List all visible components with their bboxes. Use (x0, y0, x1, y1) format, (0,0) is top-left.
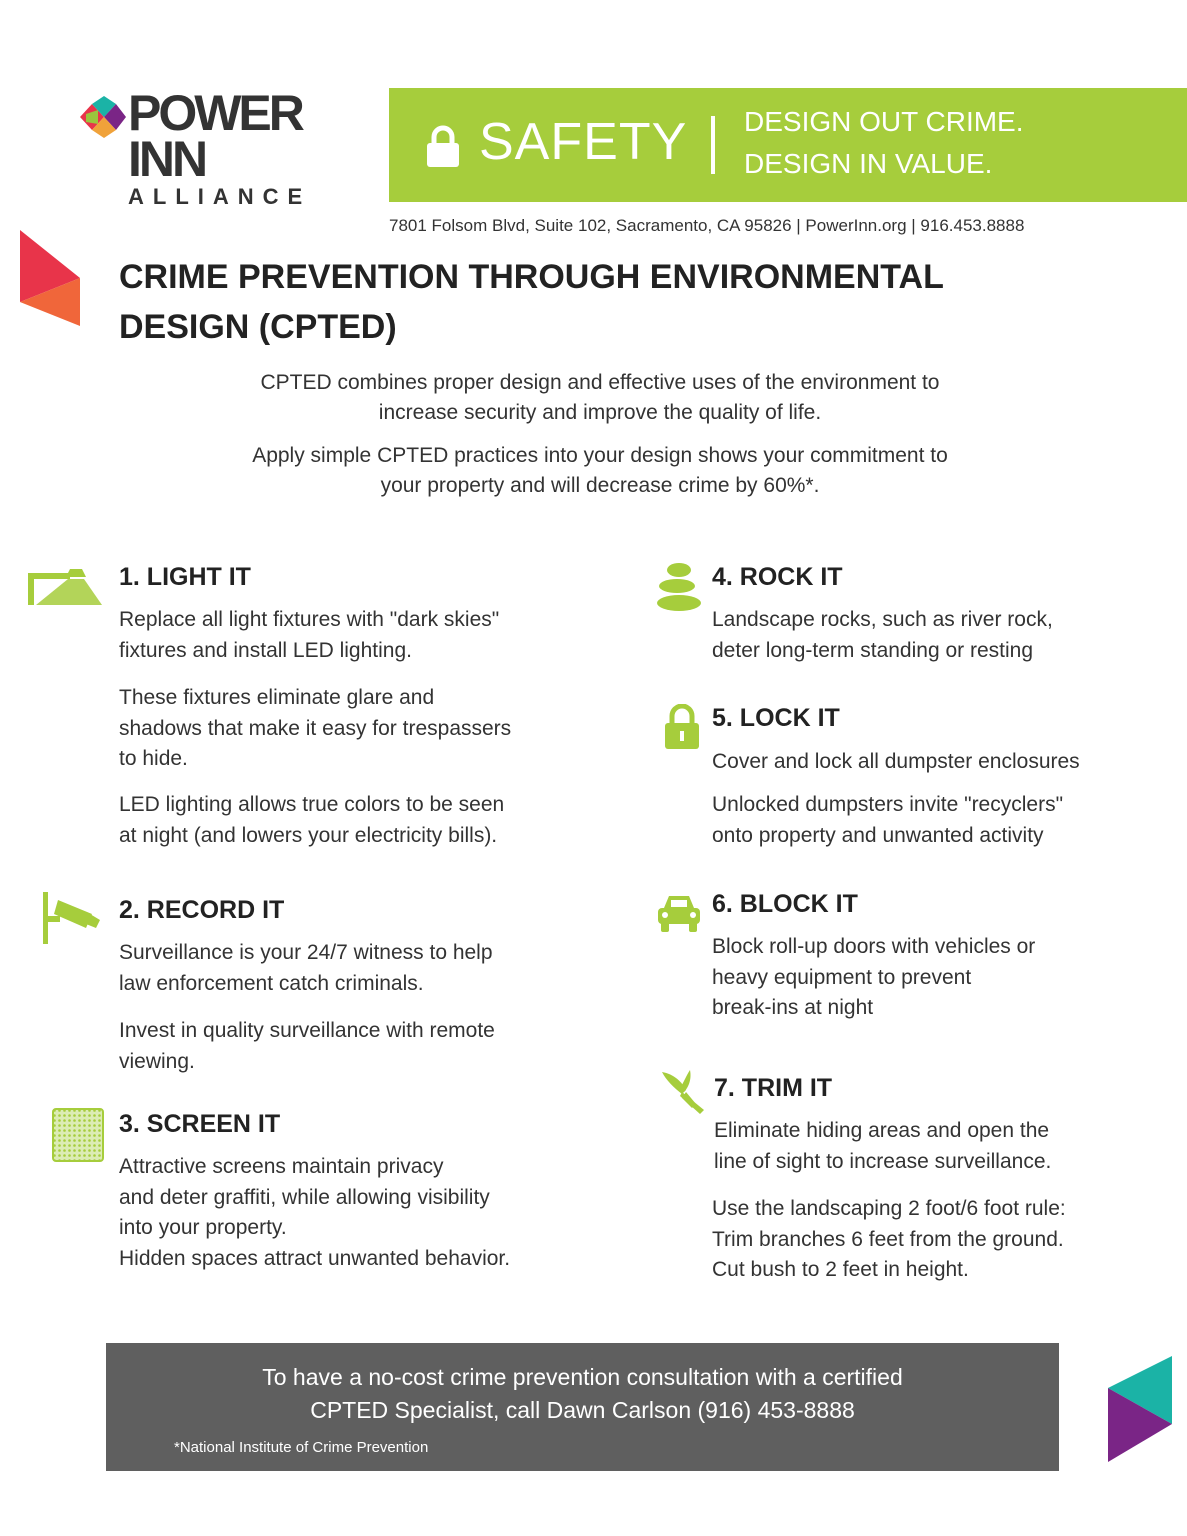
trim-paragraph-2 (712, 1194, 1066, 1286)
consultation-footer (106, 1343, 1059, 1471)
intro-p1-line1: CPTED combines proper design and effective uses of the environment to (260, 371, 940, 394)
rock-p1-line1: Landscape rocks, such as river rock, (712, 608, 1053, 631)
stacked-rocks-icon (656, 562, 702, 612)
cta-line-2: CPTED Specialist, call Dawn Carlson (916) 453-8888 (310, 1397, 855, 1423)
trim-p2-line2: Trim branches 6 feet from the ground. (712, 1227, 1064, 1251)
decorative-triangle-icon (1108, 1356, 1174, 1462)
light-p1-line1: Replace all light fixtures with "dark skies" (119, 608, 500, 631)
banner-tagline-1: DESIGN OUT CRIME. (744, 106, 1024, 137)
light-paragraph-3 (119, 790, 504, 851)
title-line-2: DESIGN (CPTED) (119, 308, 397, 346)
light-p1-line2: fixtures and install LED lighting. (119, 638, 412, 662)
trim-p2-line3: Cut bush to 2 feet in height. (712, 1258, 969, 1281)
banner-tagline-2: DESIGN IN VALUE. (744, 148, 993, 179)
light-paragraph-2 (119, 683, 511, 775)
screen-p1-line3: into your property. (119, 1216, 287, 1239)
logo-mark-icon (80, 96, 126, 138)
screen-paragraph-1 (119, 1152, 510, 1274)
logo-alliance-text: ALLIANCE (128, 184, 312, 209)
trim-p1-line1: Eliminate hiding areas and open the (714, 1119, 1050, 1142)
light-p2-line3: to hide. (119, 747, 188, 770)
cta-line-1: To have a no-cost crime prevention consultation with a certified (262, 1364, 903, 1390)
section-title-record-it: 2. RECORD IT (119, 896, 285, 924)
street-light-icon (26, 567, 102, 607)
footnote-source: *National Institute of Crime Prevention (174, 1439, 429, 1456)
lock-paragraph-2 (712, 790, 1063, 851)
record-p2-line1: Invest in quality surveillance with remote (119, 1019, 495, 1042)
screen-p1-line1: Attractive screens maintain privacy (119, 1155, 444, 1178)
record-p2-line2: viewing. (119, 1049, 195, 1073)
light-paragraph-1 (119, 605, 499, 666)
banner-safety-text: SAFETY (479, 113, 688, 171)
power-inn-alliance-logo (80, 85, 320, 212)
padlock-icon (663, 704, 701, 750)
record-p1-line1: Surveillance is your 24/7 witness to help (119, 941, 493, 964)
page-title (119, 252, 1119, 352)
consultation-cta (106, 1361, 1059, 1427)
light-p2-line1: These fixtures eliminate glare and (119, 686, 435, 709)
lock-paragraph-1 (712, 747, 1080, 778)
trim-paragraph-1 (714, 1116, 1051, 1177)
title-line-1: CRIME PREVENTION THROUGH ENVIRONMENTAL (119, 258, 944, 296)
intro-p2-line2: your property and will decrease crime by 60%*. (380, 474, 820, 497)
screen-p1-line2: and deter graffiti, while allowing visibility (119, 1185, 490, 1209)
block-p1-line2: heavy equipment to prevent (712, 965, 972, 989)
logo-power-text: POWER (128, 85, 302, 141)
section-title-light-it: 1. LIGHT IT (119, 563, 251, 591)
banner-divider (711, 116, 715, 174)
pruning-shears-icon (660, 1068, 708, 1114)
rock-paragraph-1 (712, 605, 1053, 666)
section-title-rock-it: 4. ROCK IT (712, 563, 843, 591)
intro-p2-line1: Apply simple CPTED practices into your design shows your commitment to (252, 444, 948, 467)
light-p3-line1: LED lighting allows true colors to be seen (119, 793, 505, 816)
light-p3-line2: at night (and lowers your electricity bills). (119, 823, 498, 847)
decorative-triangle-icon (20, 230, 80, 326)
record-p1-line2: law enforcement catch criminals. (119, 971, 424, 995)
logo-inn-text: INN (128, 131, 206, 187)
block-p1-line3: break-ins at night (712, 996, 874, 1019)
lock-p2-line2: onto property and unwanted activity (712, 823, 1044, 847)
section-title-trim-it: 7. TRIM IT (714, 1074, 833, 1102)
section-title-screen-it: 3. SCREEN IT (119, 1110, 281, 1138)
block-paragraph-1 (712, 932, 1035, 1024)
trim-p2-line1: Use the landscaping 2 foot/6 foot rule: (712, 1197, 1066, 1220)
screen-p1-line4: Hidden spaces attract unwanted behavior. (119, 1246, 511, 1270)
record-paragraph-1 (119, 938, 493, 999)
lock-p1-line1: Cover and lock all dumpster enclosures (712, 750, 1080, 773)
record-paragraph-2 (119, 1016, 495, 1077)
trim-p1-line2: line of sight to increase surveillance. (714, 1149, 1052, 1173)
car-icon (656, 892, 702, 934)
lock-p2-line1: Unlocked dumpsters invite "recyclers" (712, 793, 1064, 816)
block-p1-line1: Block roll-up doors with vehicles or (712, 935, 1036, 958)
security-camera-icon (42, 890, 100, 946)
section-title-block-it: 6. BLOCK IT (712, 890, 858, 918)
section-title-lock-it: 5. LOCK IT (712, 704, 840, 732)
intro-p1-line2: increase security and improve the quality of life. (378, 401, 822, 424)
contact-address: 7801 Folsom Blvd, Suite 102, Sacramento, CA 95826 | PowerInn.org | 916.453.8888 (389, 216, 1025, 235)
intro-paragraph-1 (100, 368, 1100, 428)
lock-icon (425, 124, 461, 168)
intro-paragraph-2 (100, 441, 1100, 501)
light-p2-line2: shadows that make it easy for trespassers (119, 716, 512, 740)
rock-p1-line2: deter long-term standing or resting (712, 638, 1033, 662)
safety-banner (389, 88, 1187, 202)
screen-mesh-icon (52, 1108, 104, 1162)
